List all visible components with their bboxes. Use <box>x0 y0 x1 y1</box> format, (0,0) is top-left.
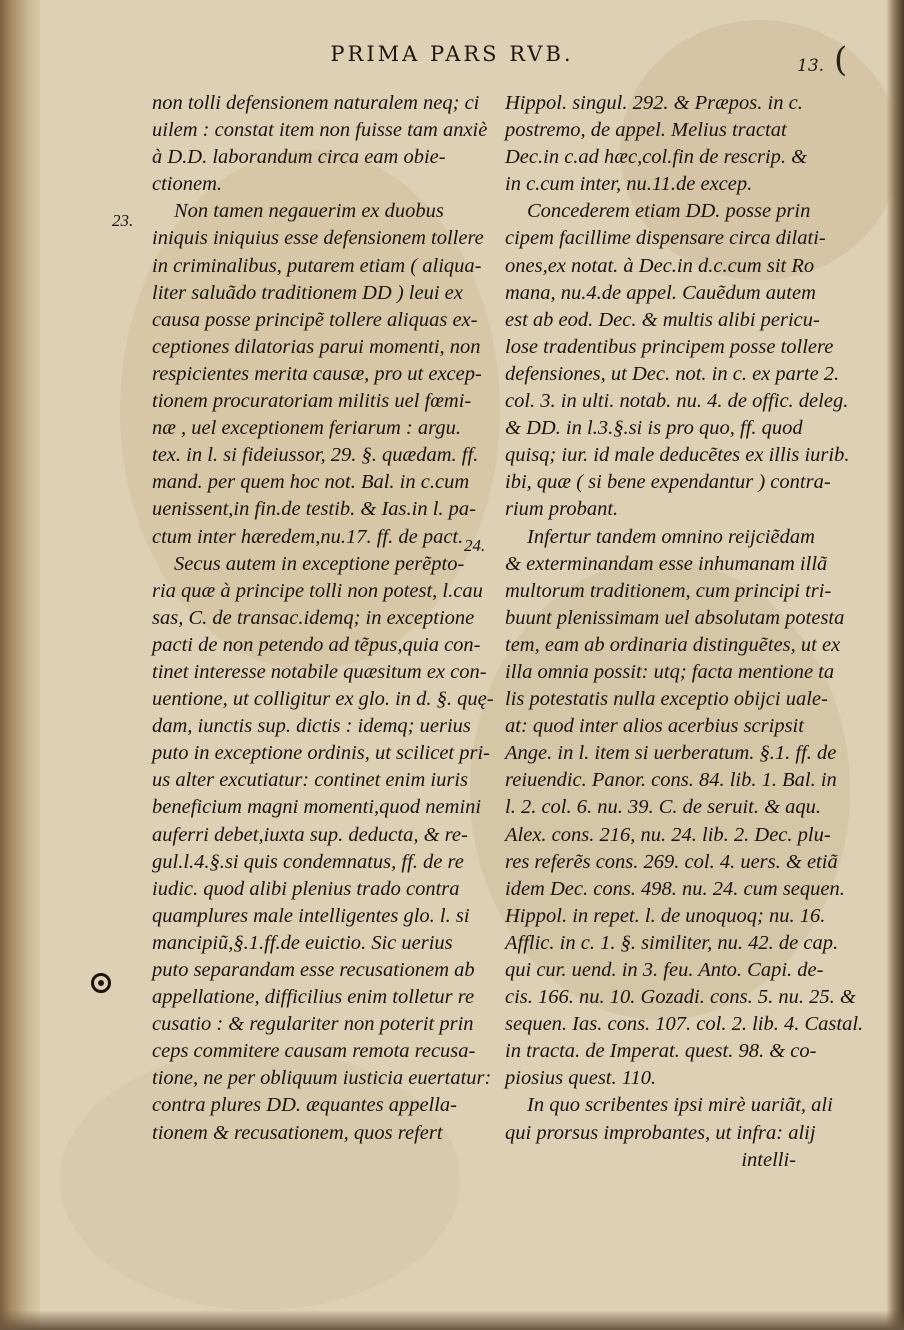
text-line: lis potestatis nulla exceptio obijci uale- <box>505 688 828 711</box>
text-line: mana, nu.4.de appel. Cauẽdum autem <box>505 281 816 304</box>
text-line: dam, iunctis sup. dictis : idemq; uerius <box>152 715 471 738</box>
catchword: intelli- <box>741 1148 796 1171</box>
text-line: qui prorsus improbantes, ut infra: alij <box>505 1121 816 1144</box>
text-line: postremo, de appel. Melius tractat <box>505 119 787 142</box>
text-line: à D.D. laborandum circa eam obie- <box>152 146 446 169</box>
text-line: at: quod inter alios acerbius scripsit <box>505 715 804 738</box>
page-bottom-edge <box>0 1310 904 1330</box>
text-line: tex. in l. si fideiussor, 29. §. quædam. ff. <box>152 444 479 467</box>
text-line: uenissent,in fin.de testib. & Ias.in l. pa- <box>152 498 476 521</box>
text-line: ceps commitere causam remota recusa- <box>152 1040 476 1063</box>
text-line: respicientes merita causæ, pro ut excep- <box>152 362 482 385</box>
text-line: Ange. in l. item si uerberatum. §.1. ff. de <box>505 742 837 765</box>
text-line: col. 3. in ulti. notab. nu. 4. de offic. deleg. <box>505 390 849 413</box>
manicule-circle-icon <box>91 973 111 993</box>
text-line: l. 2. col. 6. nu. 39. C. de seruit. & aqu. <box>505 796 822 819</box>
text-line: liter saluãdo traditionem DD ) leui ex <box>152 281 463 304</box>
text-line: idem Dec. cons. 498. nu. 24. cum sequen. <box>505 877 845 900</box>
text-line: lose tradentibus principem posse tollere <box>505 335 834 358</box>
text-line: & DD. in l.3.§.si is pro quo, ff. quod <box>505 417 803 440</box>
running-head: PRIMA PARS RVB. <box>330 42 574 66</box>
text-line: in criminalibus, putarem etiam ( aliqua- <box>152 254 482 277</box>
text-line: in tracta. de Imperat. quest. 98. & co- <box>505 1040 817 1063</box>
text-line: defensiones, ut Dec. not. in c. ex parte 2. <box>505 362 840 385</box>
text-line: gul.l.4.§.si quis condemnatus, ff. de re <box>152 850 464 873</box>
text-line: Hippol. in repet. l. de unoquoq; nu. 16. <box>505 904 826 927</box>
text-line: Afflic. in c. 1. §. similiter, nu. 42. de cap. <box>505 931 839 954</box>
text-line: tinet interesse notabile quæsitum ex con- <box>152 660 487 683</box>
text-line: multorum traditionem, cum principi tri- <box>505 579 832 602</box>
text-line: ctum inter hæredem,nu.17. ff. de pact. <box>152 525 464 548</box>
text-line: cis. 166. nu. 10. Gozadi. cons. 5. nu. 25. & <box>505 986 856 1009</box>
text-line: Non tamen negauerim ex duobus <box>174 200 444 223</box>
text-line: qui cur. uend. in 3. feu. Anto. Capi. de- <box>505 959 824 981</box>
text-line: ones,ex notat. à Dec.in d.c.cum sit Ro <box>505 254 815 277</box>
text-line: tionem & recusationem, quos refert <box>152 1121 443 1144</box>
text-line: res referẽs cons. 269. col. 4. uers. & etiã <box>505 850 838 873</box>
text-line: tione, ne per obliquum iusticia euertatur: <box>152 1067 492 1090</box>
text-line: causa posse principẽ tollere aliquas ex- <box>152 308 478 331</box>
text-line: appellatione, difficilius enim tolletur re <box>152 986 475 1009</box>
text-line: ibi, quæ ( si bene expendantur ) contra- <box>505 471 831 494</box>
folio-number: 13. <box>797 56 825 76</box>
text-line: Infertur tandem omnino reijciẽdam <box>527 525 815 548</box>
text-line: uilem : constat item non fuisse tam anxiè <box>152 119 488 142</box>
text-line: puto separandam esse recusationem ab <box>152 959 475 981</box>
text-line: auferri debet,iuxta sup. deducta, & re- <box>152 823 468 846</box>
text-line: uentione, ut colligitur ex glo. in d. §. quę- <box>152 688 494 711</box>
text-line: contra plures DD. æquantes appella- <box>152 1094 458 1117</box>
text-line: ria quæ à principe tolli non potest, l.cau <box>152 579 483 602</box>
text-line: Concederem etiam DD. posse prin <box>527 200 811 223</box>
text-line: Alex. cons. 216, nu. 24. lib. 2. Dec. plu- <box>505 823 831 846</box>
binding-gutter <box>0 0 40 1330</box>
text-line: ceptiones dilatorias parui momenti, non <box>152 335 481 358</box>
text-line: & exterminandam esse inhumanam illã <box>505 552 828 575</box>
text-line: quisq; iur. id male deducẽtes ex illis iurib. <box>505 444 850 467</box>
text-line: rium probant. <box>505 498 619 521</box>
text-line: mand. per quem hoc not. Bal. in c.cum <box>152 471 470 494</box>
text-line: Hippol. singul. 292. & Præpos. in c. <box>505 92 803 114</box>
text-line: Dec.in c.ad hæc,col.fin de rescrip. & <box>505 146 808 169</box>
text-line: cusatio : & regulariter non poterit prin <box>152 1013 474 1036</box>
text-line: pacti de non petendo ad tẽpus,quia con- <box>152 633 481 656</box>
text-line: iniquis iniquius esse defensionem tollere <box>152 227 484 250</box>
text-line: quamplures male intelligentes glo. l. si <box>152 904 470 927</box>
text-line: non tolli defensionem naturalem neq; ci <box>152 92 480 114</box>
bracket-mark: ( <box>834 40 848 80</box>
text-line: piosius quest. 110. <box>505 1067 657 1090</box>
text-line: est ab eod. Dec. & multis alibi pericu- <box>505 308 820 331</box>
text-line: illa omnia possit: utq; facta mentione ta <box>505 660 835 683</box>
right-column <box>505 90 864 1174</box>
text-line: in c.cum inter, nu.11.de excep. <box>505 173 753 196</box>
text-line: iudic. quod alibi plenius trado contra <box>152 877 460 900</box>
text-line: sequen. Ias. cons. 107. col. 2. lib. 4. Castal. <box>505 1013 864 1036</box>
text-line: buunt plenissimam uel absolutam potesta <box>505 606 845 629</box>
text-line: sas, C. de transac.idemq; in exceptione <box>152 606 475 629</box>
text-line: ctionem. <box>152 173 223 196</box>
text-line: us alter excutiatur: continet enim iuris <box>152 769 468 792</box>
text-line: cipem facillime dispensare circa dilati- <box>505 227 826 250</box>
page-fore-edge <box>886 0 904 1330</box>
text-line: reiuendic. Panor. cons. 84. lib. 1. Bal. in <box>505 769 837 792</box>
text-line: mancipiũ,§.1.ff.de euictio. Sic uerius <box>152 931 453 954</box>
margin-note-23: 23. <box>112 211 134 230</box>
text-line: In quo scribentes ipsi mirè uariãt, ali <box>527 1094 833 1117</box>
text-line: Secus autem in exceptione perẽpto- <box>174 552 465 575</box>
text-line: puto in exceptione ordinis, ut scilicet pri- <box>152 742 490 765</box>
text-line: beneficium magni momenti,quod nemini <box>152 796 482 819</box>
text-line: tionem procuratoriam militis uel fœmi- <box>152 390 472 413</box>
margin-note-24: 24. <box>464 536 486 555</box>
text-line: tem, eam ab ordinaria distinguẽtes, ut ex <box>505 633 841 656</box>
text-line: næ , uel exceptionem feriarum : argu. <box>152 417 461 440</box>
